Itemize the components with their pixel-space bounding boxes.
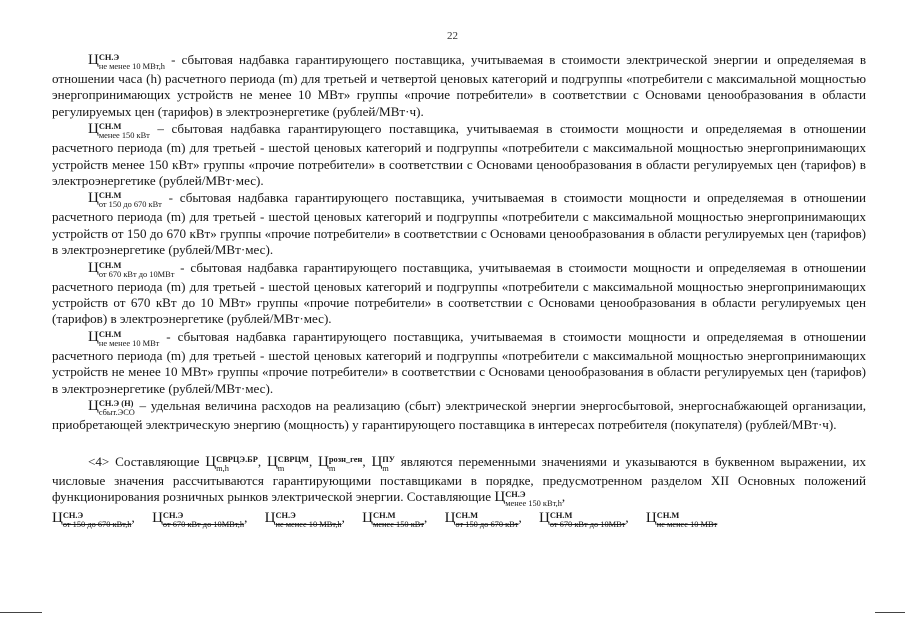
formula-symbol: Ц СВРЦМ m xyxy=(266,453,309,473)
formula-symbol: Ц СН.Э не менее 10 МВт,h , xyxy=(264,509,345,529)
formula-symbol: Ц СН.М от 150 до 670 кВт xyxy=(88,190,162,210)
definition-text: - сбытовая надбавка гарантирующего поставщика, учитываемая в стоимости мощности и определяемая в отношении расчетного периода (m) для третьей - шестой ценовых категорий и подгруппы «потребители с максимальной мощностью энергопринимающих устройств от 150 до 670 кВт» группы «прочие потребители» в соответствии с Основами ценообразования в области регулируемых цен (тарифов) в электроэнергетике (рублей/МВт·мес). xyxy=(52,190,866,258)
definition-text: – сбытовая надбавка гарантирующего поставщика, учитываемая в стоимости мощности и определяемая в отношении расчетного периода (m) для третьей - шестой ценовых категорий и подгруппы «потребители с максимальной мощностью энергопринимающих устройств менее 150 кВт» группы «прочие потребители» в соответствии с Основами ценообразования в области регулируемых цен (тарифов) в электроэнергетике (рублей/МВт·мес). xyxy=(52,121,866,189)
formula-symbol: Ц СН.М от 150 до 670 кВт , xyxy=(444,509,522,529)
definition-text: – удельная величина расходов на реализацию (сбыт) электрической энергии энергосбытовой, энергоснабжающей организации, приобретающей электрическую энергию (мощность) у гарантирующего поставщика в интересах потребителя (покупателя) (рублей/МВт·ч). xyxy=(52,398,866,433)
formula-list xyxy=(52,510,866,529)
definition-paragraph xyxy=(52,121,866,189)
formula-symbol: Ц СН.Э от 150 до 670 кВт,h , xyxy=(52,509,135,529)
formula-symbol: Ц СН.Э (Н) сбыт.ЭСО xyxy=(88,398,135,418)
formula-symbol: Ц СВРЦЭ.БР m,h xyxy=(205,453,258,473)
formula-symbol: Ц СН.Э менее 150 кВт,h xyxy=(494,488,562,508)
formula-symbol: Ц СН.М от 670 кВт до 10МВт xyxy=(88,259,175,279)
formula-symbol: Ц ПУ m xyxy=(371,453,395,473)
page-number: 22 xyxy=(447,30,458,42)
formula-symbol: Ц СН.М от 670 кВт до 10МВт , xyxy=(539,509,629,529)
formula-symbol: Ц СН.Э не менее 10 МВт,h xyxy=(88,52,165,71)
definition-paragraph xyxy=(52,398,866,433)
formula-symbol: Ц СН.Э от 670 кВт до 10МВт,h , xyxy=(152,509,248,529)
definition-paragraph xyxy=(52,190,866,258)
left-margin-rule xyxy=(0,612,42,613)
definition-text: - сбытовая надбавка гарантирующего поставщика, учитываемая в стоимости мощности и определяемая в отношении расчетного периода (m) для третьей - шестой ценовых категорий и подгруппы «потребители с максимальной мощностью энергопринимающих устройств от 670 кВт до 10 МВт» группы «прочие потребители» в соответствии с Основами ценообразования в области регулируемых цен (тарифов) в электроэнергетике (рублей/МВт·мес). xyxy=(52,259,866,327)
footnote-label: <4> Составляющие xyxy=(88,453,206,469)
definition-paragraph xyxy=(52,52,866,120)
definition-text: - сбытовая надбавка гарантирующего поставщика, учитываемая в стоимости электрической энергии и определяемая в отношении часа (h) расчетного периода (m) для третьей и четвертой ценовых категорий и подгруппы «потребители с максимальной мощностью энергопринимающих устройств не менее 10 МВт» группы «прочие потребители» в соответствии с Основами ценообразования в области регулируемых цен (тарифов) в электроэнергетике (рублей/МВт·ч). xyxy=(52,52,866,119)
formula-symbol: Ц СН.М не менее 10 МВт xyxy=(645,509,718,529)
formula-symbol: Ц СН.М не менее 10 МВт xyxy=(88,328,160,348)
formula-symbol: Ц СН.М менее 150 кВт xyxy=(88,121,150,141)
definition-text: - сбытовая надбавка гарантирующего поставщика, учитываемая в стоимости мощности и определяемая в отношении расчетного периода (m) для третьей - шестой ценовых категорий и подгруппы «потребители с максимальной мощностью энергопринимающих устройств не менее 10 МВт» группы «прочие потребители» в соответствии с Основами ценообразования в области регулируемых цен (тарифов) в электроэнергетике (рублей/МВт·мес). xyxy=(52,328,866,396)
definition-paragraph xyxy=(52,260,866,328)
formula-symbol: Ц розн_ген m xyxy=(318,453,363,473)
right-margin-rule xyxy=(875,612,905,613)
document-body xyxy=(52,52,866,529)
definition-paragraph xyxy=(52,329,866,397)
footnote-text: являются переменными значениями и указываются в буквенном выражении, их числовые значения рассчитываются гарантирующими поставщиками в порядке, предусмотренном разделом XII Основных положений функционирования розничных рынков электрической энергии. Составляющие xyxy=(52,453,867,504)
footnote-paragraph: <4> Составляющие Ц СВРЦЭ.БР m,h , Ц СВРЦМ m , Ц розн_ген m , Ц ПУ m являются переменными значениями и указываются в буквенном выражении, их числовые значения рассчитываются гарантирующими поставщиками в порядке, предусмотренном разделом XII Основных положений функционирования розничных рынков электрической энергии. Составляющие Ц СН.Э менее 150 кВт,h , xyxy=(52,453,867,508)
formula-symbol: Ц СН.М менее 150 кВт , xyxy=(362,509,428,529)
